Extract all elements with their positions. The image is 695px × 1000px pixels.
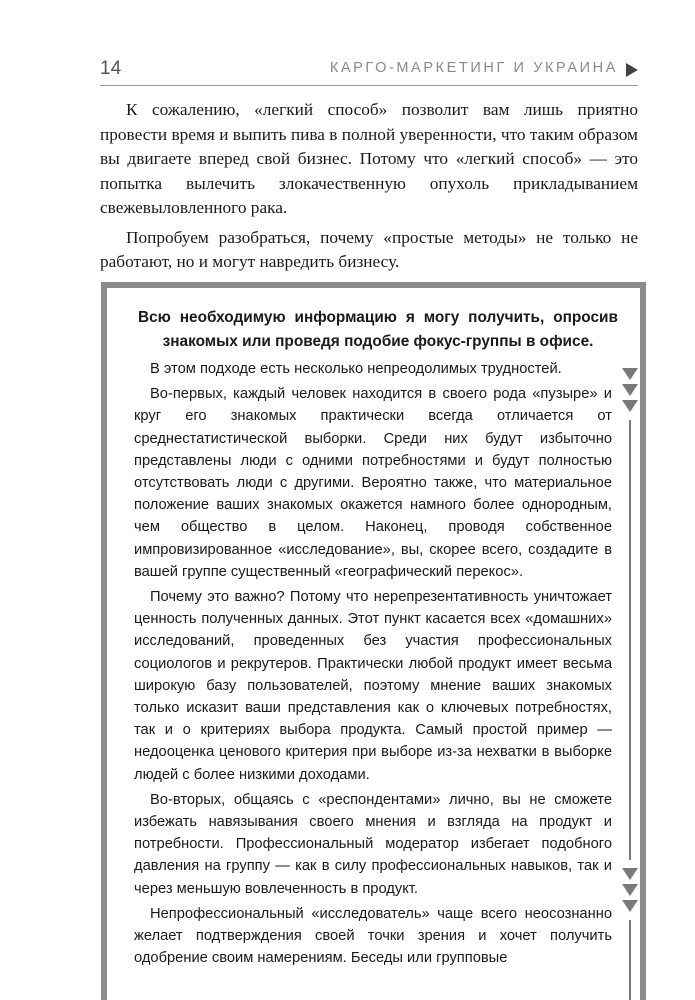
- page-number: 14: [100, 58, 122, 79]
- callout-paragraph: Во-первых, каждый человек находится в своего рода «пузыре» и круг его знакомых практически всегда отличается от среднестатистической выборки. Среди них будут избыточно представлены люди с одними потребностями и будут полностью отсутствовать люди с другими. Вероятно также, что материальное положение ваших знакомых окажется намного более однородным, чем общество в целом. Наконец, проводя собственное импровизированное «исследование», вы, скорее всего, создадите в вашей группе существенный «географический перекос».: [134, 386, 612, 580]
- callout-paragraph: В этом подходе есть несколько непреодолимых трудностей.: [150, 361, 562, 377]
- margin-rule: [629, 420, 631, 860]
- callout-title: Всю необходимую информацию я могу получить, опросив знакомых или проведя подобие фокус-группы в офисе.: [138, 309, 618, 350]
- callout-paragraph: Во-вторых, общаясь с «респондентами» лично, вы не сможете избежать навязывания своего мнения и взгляда на продукт и потребности. Профессиональный модератор избегает подобного давления на группу — как в силу профессиональных навыков, так и через меньшую вовлеченность в продукт.: [134, 791, 612, 897]
- running-title: КАРГО-МАРКЕТИНГ И УКРАИНА: [329, 60, 618, 76]
- triangle-marker-group: [622, 868, 638, 916]
- triangle-down-icon: [622, 900, 638, 912]
- triangle-right-icon: [626, 63, 638, 77]
- triangle-down-icon: [622, 384, 638, 396]
- triangle-marker-group: [622, 368, 638, 416]
- triangle-down-icon: [622, 868, 638, 880]
- page-header: [100, 58, 638, 88]
- triangle-down-icon: [622, 368, 638, 380]
- callout-paragraph: Почему это важно? Потому что нерепрезентативность уничтожает ценность полученных данных. Этот пункт касается всех «домашних» исследований, проведенных без участия профессиональных социологов и рекрутеров. Практически любой продукт имеет весьма широкую базу пользователей, поэтому мнение ваших знакомых только исказит ваши представления как о ключевых потребностях, так и о критериях выбора продукта. Самый простой пример — недооценка ценового критерия при выборе из-за нехватки в выборке людей с более низкими доходами.: [134, 589, 612, 783]
- intro-paragraph: Попробуем разобраться, почему «простые методы» не только не работают, но и могут навредить бизнесу.: [100, 227, 638, 271]
- myth-callout-box: [101, 282, 646, 1000]
- header-divider: [100, 85, 638, 86]
- margin-rule: [629, 920, 631, 1000]
- callout-paragraph: Непрофессиональный «исследователь» чаще всего неосознанно желает подтверждения своей точки зрения и хочет получить одобрение своим намерениям. Беседы или групповые: [134, 905, 612, 967]
- intro-text: [100, 98, 638, 280]
- intro-paragraph: К сожалению, «легкий способ» позволит вам лишь приятно провести время и выпить пива в полной уверенности, что таким образом вы двигаете вперед свой бизнес. Потому что «легкий способ» — это попытка вылечить злокачественную опухоль прикладыванием свежевыловленного рака.: [100, 100, 638, 217]
- triangle-down-icon: [622, 400, 638, 412]
- callout-body: [134, 358, 612, 972]
- triangle-down-icon: [622, 884, 638, 896]
